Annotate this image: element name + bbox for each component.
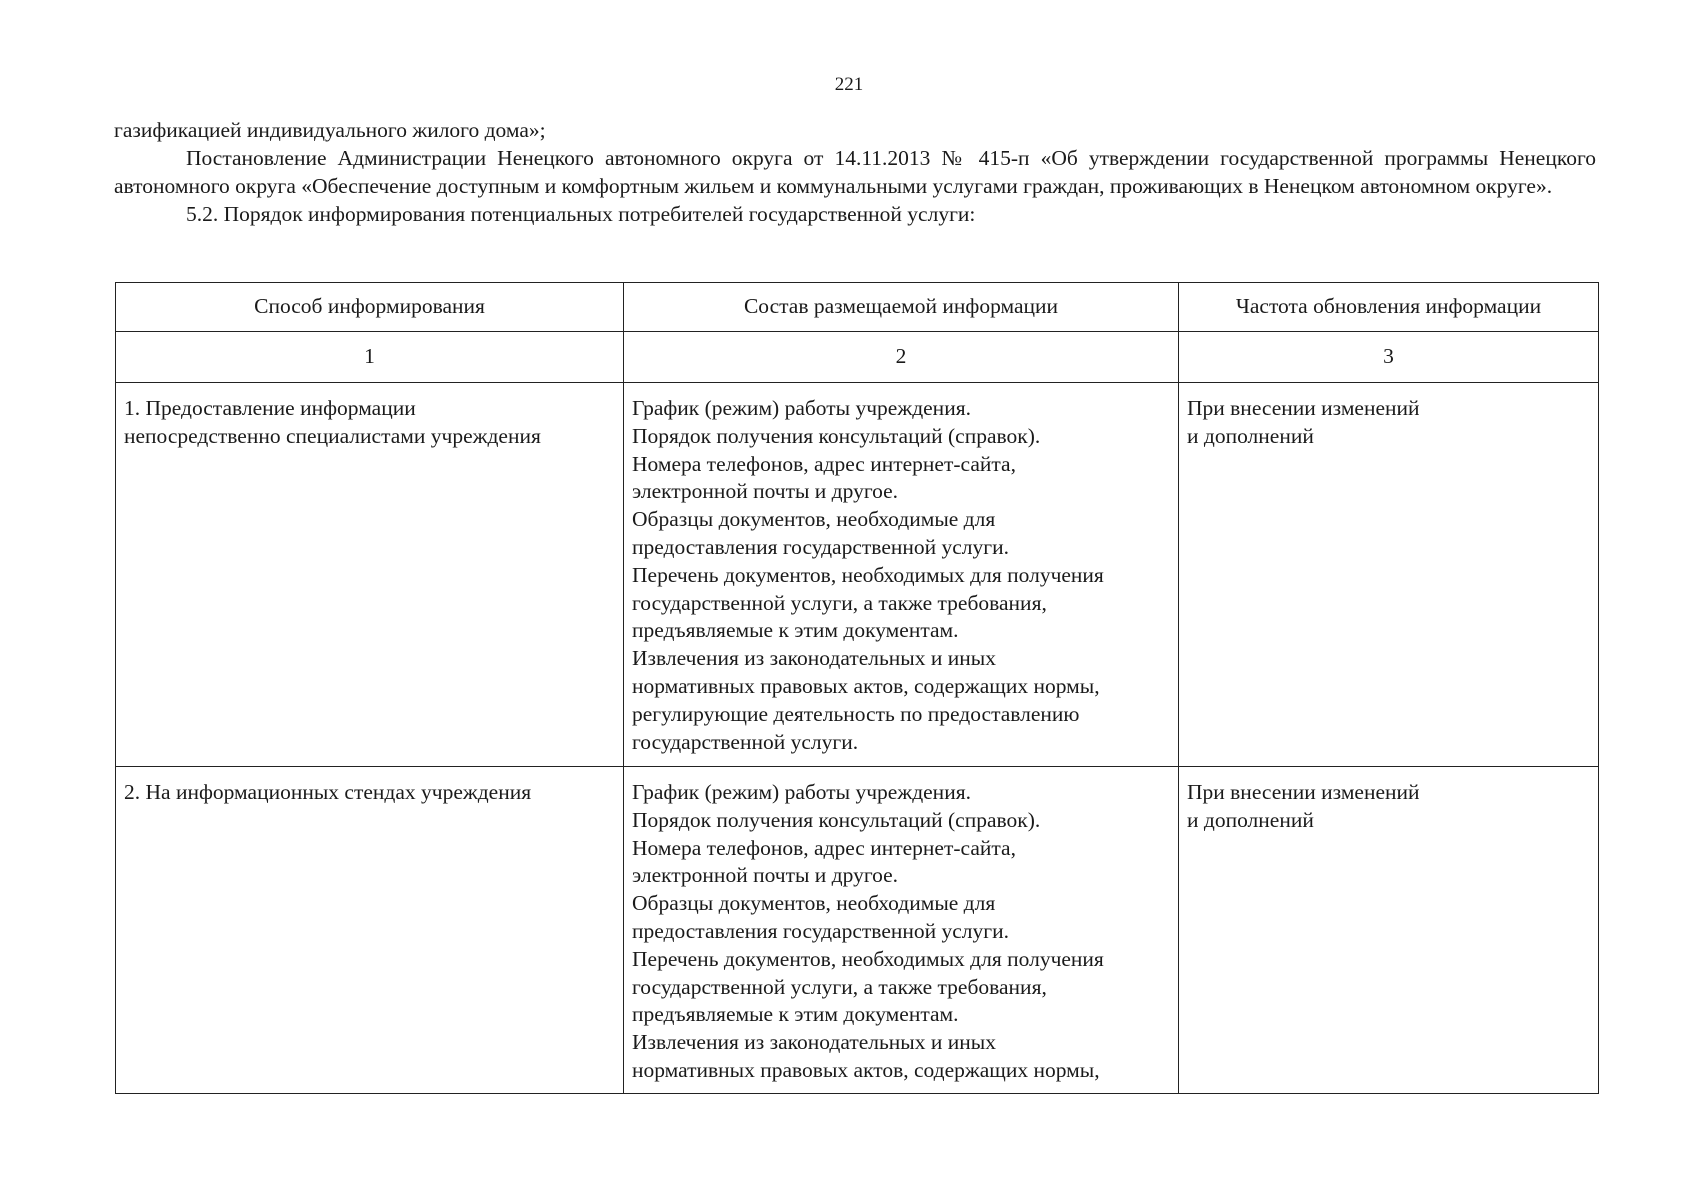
content-line: График (режим) работы учреждения.	[632, 780, 971, 804]
frequency-cell	[1179, 383, 1599, 767]
frequency-line: При внесении изменений	[1187, 396, 1420, 420]
frequency-line: и дополнений	[1187, 807, 1314, 832]
content-line: Извлечения из законодательных и иных	[632, 1030, 996, 1055]
content-line: Образцы документов, необходимые для	[632, 891, 996, 916]
content-cell	[624, 767, 1179, 1094]
table-row	[116, 383, 1599, 767]
column-number-2: 2	[624, 332, 1179, 383]
content-line: Извлечения из законодательных и иных	[632, 646, 996, 671]
header-method: Способ информирования	[116, 283, 624, 332]
content-line: государственной услуги, а также требования,	[632, 974, 1047, 999]
content-line: государственной услуги.	[632, 729, 859, 754]
column-number-1: 1	[116, 332, 624, 383]
content-line: электронной почты и другое.	[632, 479, 899, 504]
content-line: Порядок получения консультаций (справок).	[632, 807, 1041, 832]
intro-paragraph-3: 5.2. Порядок информирования потенциальных потребителей государственной услуги:	[186, 202, 976, 226]
content-line: нормативных правовых актов, содержащих нормы,	[632, 673, 1100, 698]
content-line: Номера телефонов, адрес интернет-сайта,	[632, 451, 1016, 476]
content-line: предъявляемые к этим документам.	[632, 618, 959, 643]
method-line: непосредственно специалистами учреждения	[124, 423, 541, 448]
content-line: государственной услуги, а также требования,	[632, 590, 1047, 615]
intro-paragraph-1: газификацией индивидуального жилого дома»;	[114, 118, 546, 142]
content-line: регулирующие деятельность по предоставлению	[632, 701, 1080, 726]
method-line: 1. Предоставление информации	[124, 396, 416, 420]
content-line: График (режим) работы учреждения.	[632, 396, 971, 420]
frequency-line: При внесении изменений	[1187, 780, 1420, 804]
content-line: предъявляемые к этим документам.	[632, 1002, 959, 1027]
content-line: Перечень документов, необходимых для получения	[632, 946, 1104, 971]
content-line: предоставления государственной услуги.	[632, 918, 1009, 943]
content-line: предоставления государственной услуги.	[632, 534, 1009, 559]
content-cell	[624, 383, 1179, 767]
frequency-cell	[1179, 767, 1599, 1094]
page-number: 221	[834, 74, 864, 95]
header-frequency: Частота обновления информации	[1179, 283, 1599, 332]
header-content: Состав размещаемой информации	[624, 283, 1179, 332]
frequency-line: и дополнений	[1187, 423, 1314, 448]
content-line: Номера телефонов, адрес интернет-сайта,	[632, 835, 1016, 860]
table-row	[116, 767, 1599, 1094]
table-header-row	[116, 283, 1599, 332]
intro-text	[114, 116, 1596, 228]
method-cell	[116, 383, 624, 767]
content-line: Перечень документов, необходимых для получения	[632, 562, 1104, 587]
content-line: Образцы документов, необходимые для	[632, 507, 996, 532]
intro-paragraph-2: Постановление Администрации Ненецкого автономного округа от 14.11.2013 № 415-п «Об утверждении государственной программы Ненецкого автономного округа «Обеспечение доступным и комфортным жильем и коммунальными услугами граждан, проживающих в Ненецком автономном округе».	[114, 146, 1596, 198]
content-line: электронной почты и другое.	[632, 863, 899, 888]
table-number-row	[116, 332, 1599, 383]
method-line: 2. На информационных стендах учреждения	[124, 780, 532, 804]
informing-table	[115, 282, 1599, 1094]
method-cell	[116, 767, 624, 1094]
column-number-3: 3	[1179, 332, 1599, 383]
content-line: Порядок получения консультаций (справок).	[632, 423, 1041, 448]
content-line: нормативных правовых актов, содержащих нормы,	[632, 1057, 1100, 1082]
